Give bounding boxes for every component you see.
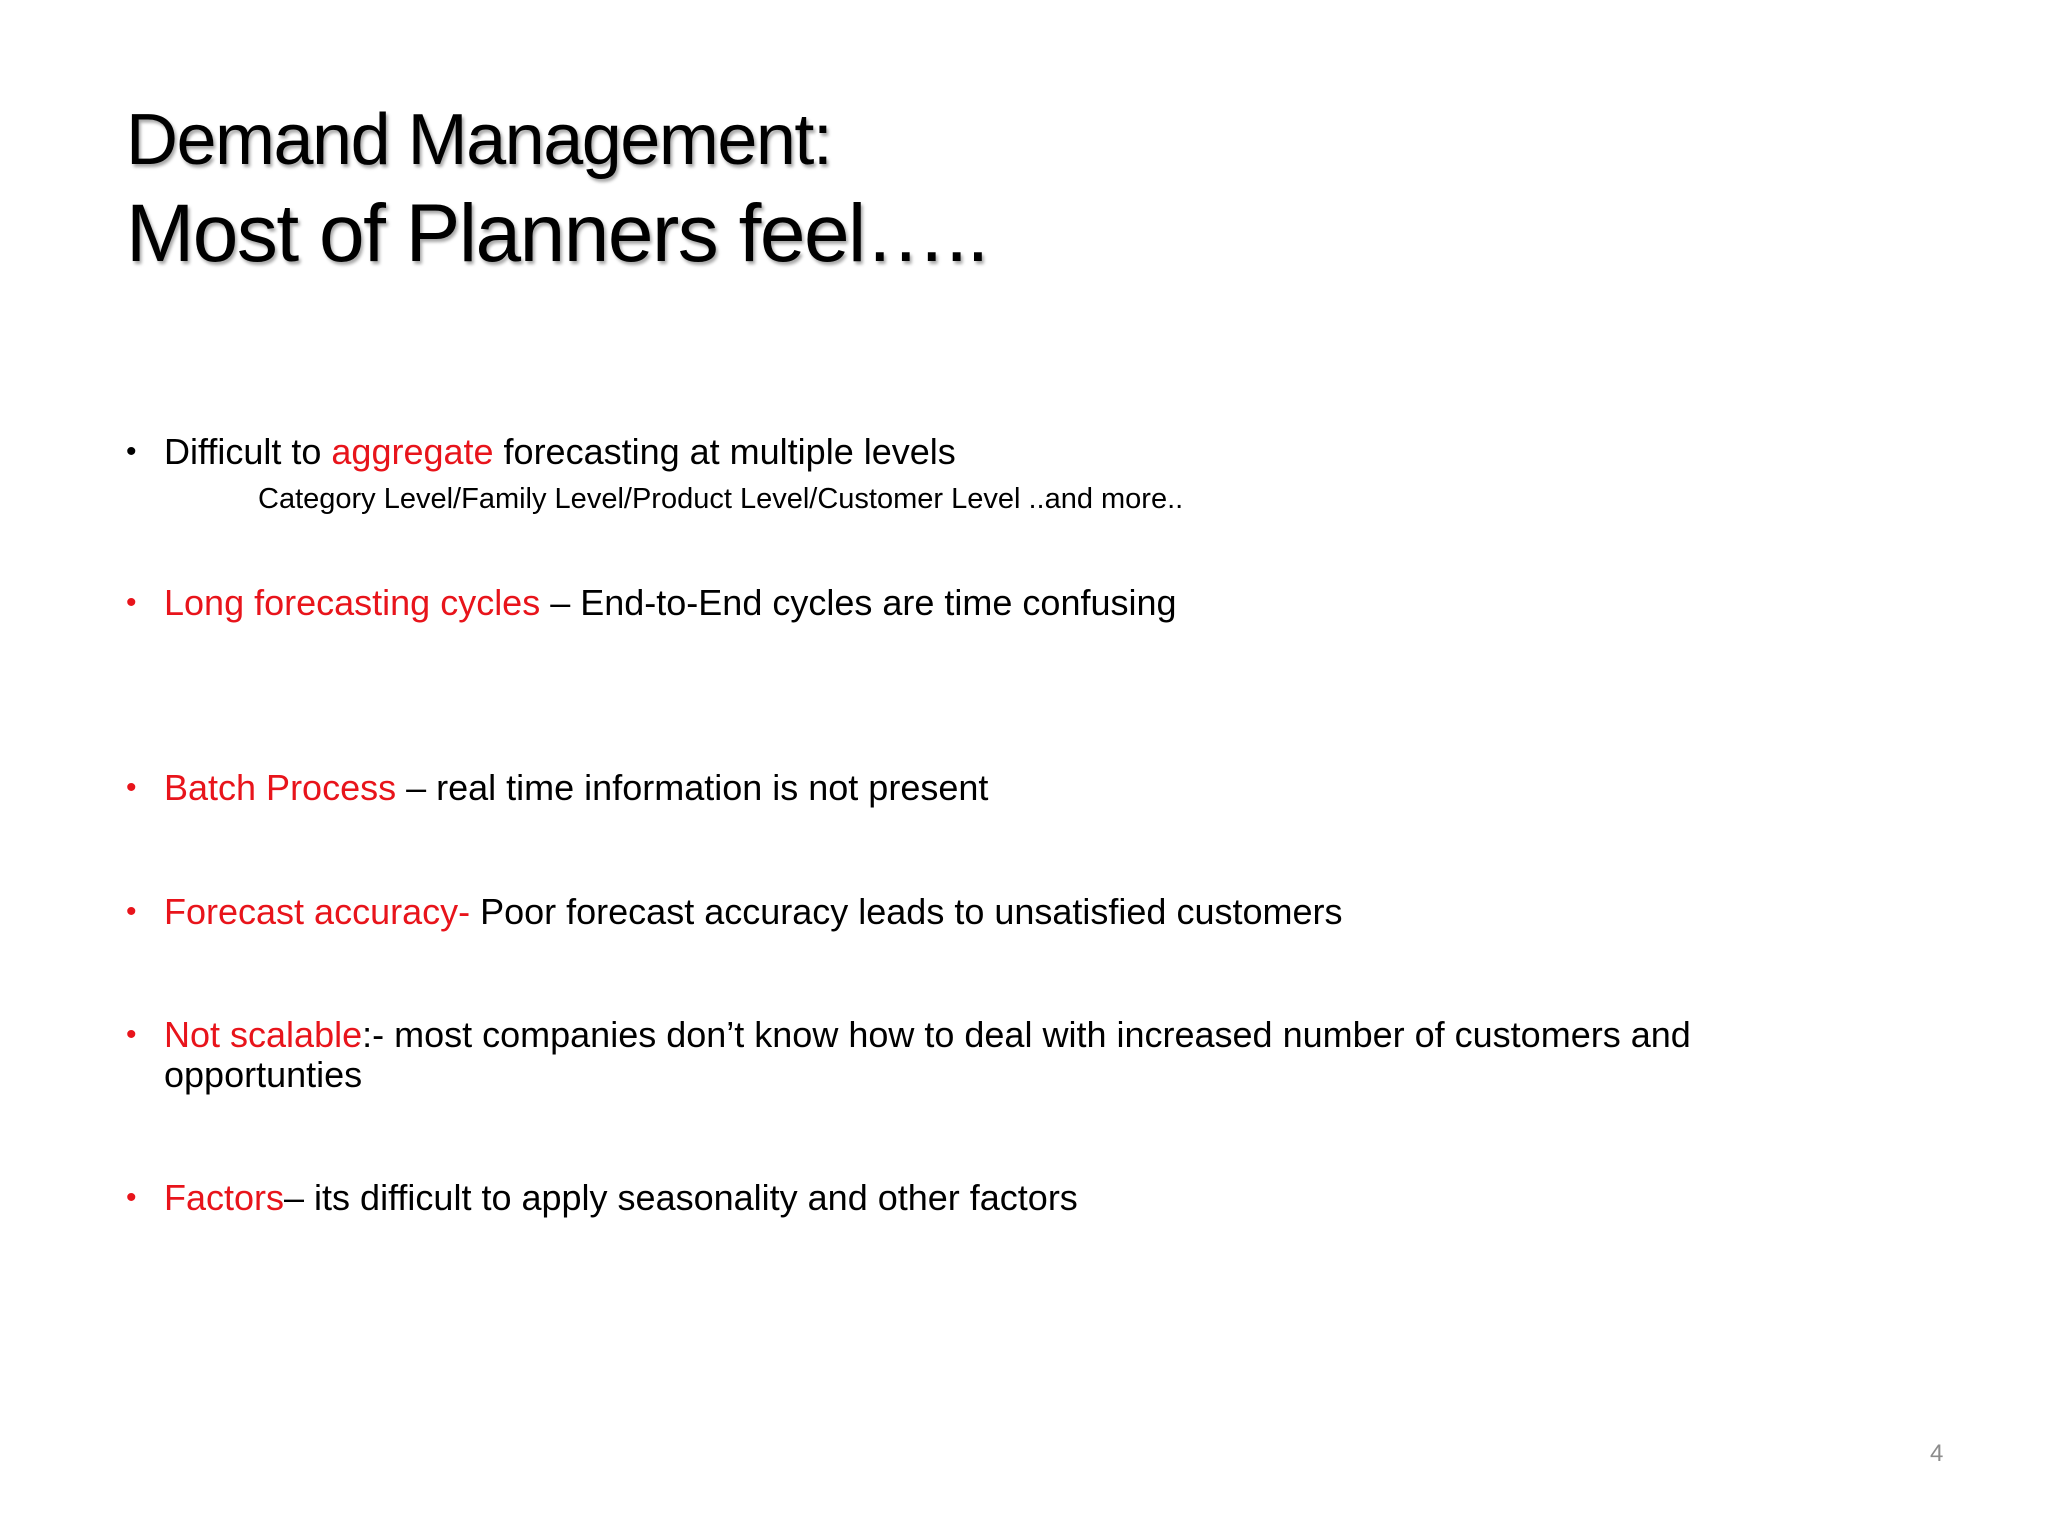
bullet-rest: – End-to-End cycles are time confusing <box>540 582 1177 623</box>
bullet-marker: • <box>126 435 137 468</box>
bullet-marker: • <box>126 1181 137 1214</box>
bullet-marker: • <box>126 1018 137 1051</box>
bullet-highlight: Long forecasting cycles <box>164 582 541 623</box>
bullet-rest: Poor forecast accuracy leads to unsatisfied customers <box>470 891 1343 932</box>
bullet-item-not-scalable <box>126 1015 1846 1095</box>
bullet-text <box>164 1178 1826 1218</box>
bullet-rest: – real time information is not present <box>396 767 989 808</box>
bullet-marker: • <box>126 895 137 928</box>
bullet-highlight: aggregate <box>331 431 494 472</box>
bullet-sub-text: Category Level/Family Level/Product Level/Customer Level ..and more.. <box>258 483 1184 515</box>
bullet-highlight: Forecast accuracy- <box>164 891 471 932</box>
slide-title-line-1: Demand Management: <box>126 100 832 180</box>
bullet-item-long-forecasting-cycles <box>126 583 1826 623</box>
bullet-item-aggregate <box>126 432 1826 472</box>
bullet-marker: • <box>126 771 137 804</box>
bullet-lead-text: Difficult to <box>164 431 332 472</box>
bullet-highlight: Not scalable <box>164 1014 363 1055</box>
bullet-rest: :- most companies don’t know how to deal with increased number of customers and opportunties <box>164 1014 1691 1095</box>
bullet-highlight: Factors <box>164 1177 285 1218</box>
bullet-item-batch-process <box>126 768 1826 808</box>
bullet-highlight: Batch Process <box>164 767 397 808</box>
bullet-rest: – its difficult to apply seasonality and other factors <box>284 1177 1078 1218</box>
bullet-rest: forecasting at multiple levels <box>493 431 956 472</box>
bullet-text <box>164 768 1826 808</box>
bullet-text <box>164 1015 1846 1095</box>
bullet-text <box>164 892 1826 932</box>
bullet-item-forecast-accuracy <box>126 892 1826 932</box>
bullet-item-factors <box>126 1178 1826 1218</box>
bullet-text <box>164 583 1826 623</box>
bullet-text <box>164 432 1826 472</box>
page-number: 4 <box>1930 1440 1944 1467</box>
bullet-marker: • <box>126 586 137 619</box>
slide-title-line-2: Most of Planners feel….. <box>126 188 988 279</box>
